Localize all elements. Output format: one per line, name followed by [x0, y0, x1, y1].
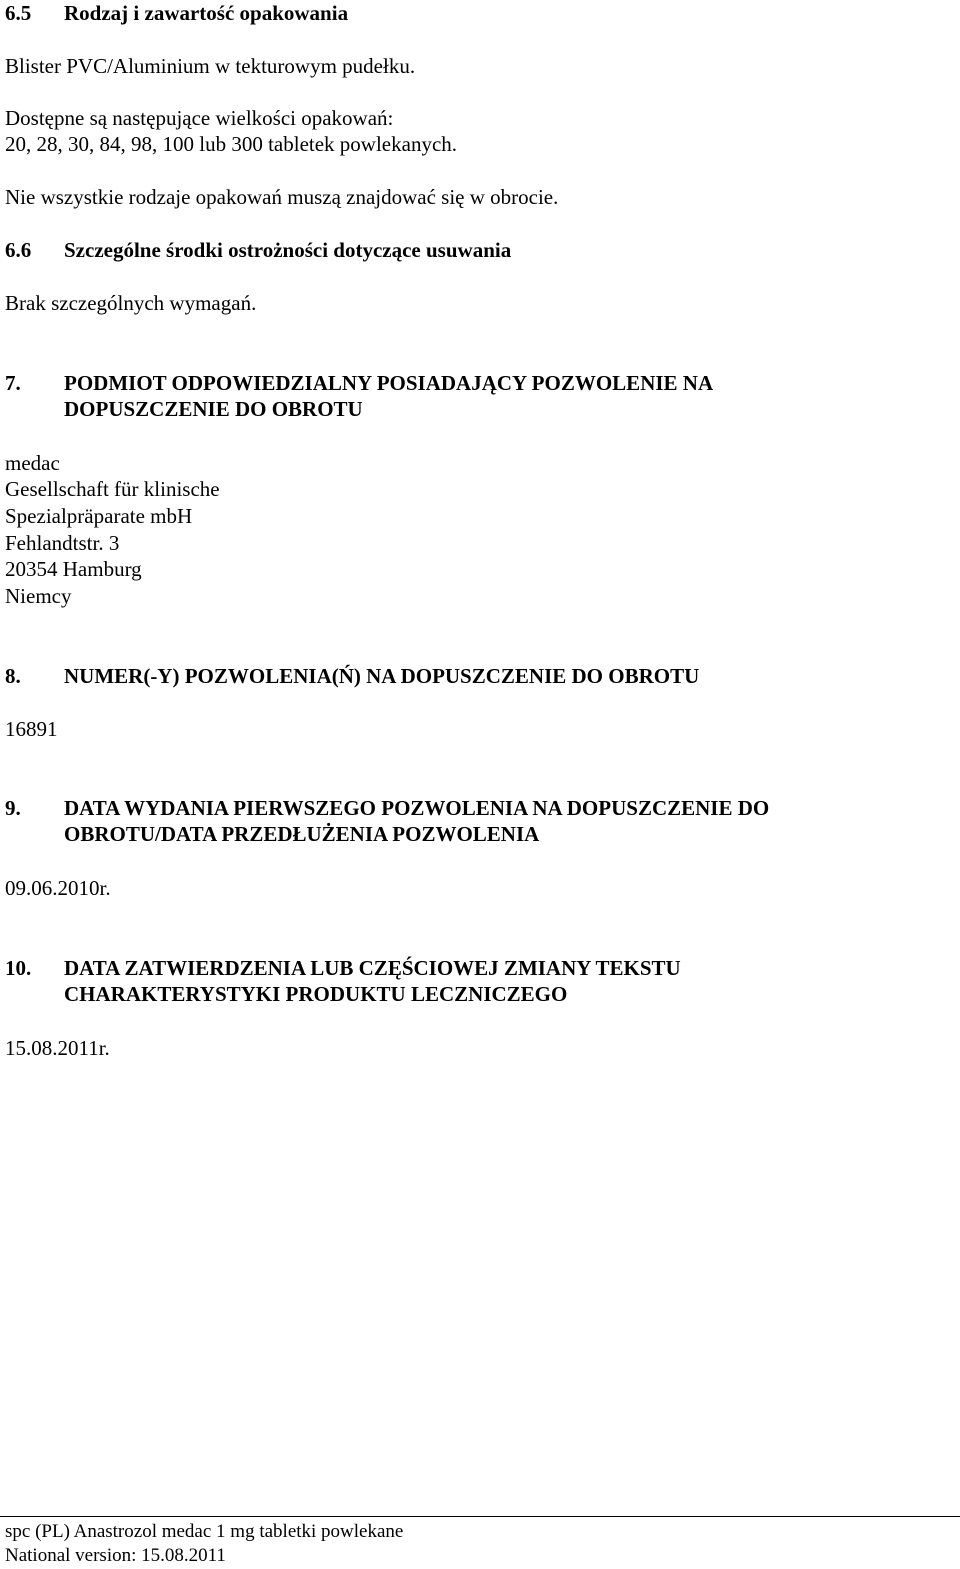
revision-date: 15.08.2011r.: [5, 1036, 110, 1060]
authorization-number: 16891: [5, 717, 58, 741]
section-6-6-heading: [0, 237, 960, 263]
address-line: 20354 Hamburg: [5, 557, 142, 581]
address-line: Spezialpräparate mbH: [5, 504, 193, 528]
section-number: 6.5: [5, 1, 32, 25]
paragraph: Nie wszystkie rodzaje opakowań muszą znajdować się w obrocie.: [5, 185, 559, 209]
section-title-line2: CHARAKTERYSTYKI PRODUKTU LECZNICZEGO: [64, 982, 568, 1006]
section-10-heading: [0, 955, 960, 1007]
footer-divider: [0, 1516, 960, 1517]
section-9-heading: [0, 795, 960, 847]
section-title: Rodzaj i zawartość opakowania: [64, 1, 349, 25]
section-title-line2: OBROTU/DATA PRZEDŁUŻENIA POZWOLENIA: [64, 822, 540, 846]
section-title: Szczególne środki ostrożności dotyczące usuwania: [64, 238, 512, 262]
paragraph: Blister PVC/Aluminium w tekturowym pudełku.: [5, 54, 416, 78]
section-number: 8.: [5, 664, 21, 688]
address-line: Fehlandtstr. 3: [5, 531, 120, 555]
footer-version: National version: 15.08.2011: [5, 1545, 226, 1566]
first-authorization-date: 09.06.2010r.: [5, 876, 111, 900]
section-title-line1: PODMIOT ODPOWIEDZIALNY POSIADAJĄCY POZWOLENIE NA: [64, 371, 714, 395]
section-title-line1: DATA WYDANIA PIERWSZEGO POZWOLENIA NA DOPUSZCZENIE DO: [64, 796, 770, 820]
address-line: medac: [5, 451, 60, 475]
paragraph: Brak szczególnych wymagań.: [5, 291, 257, 315]
section-7-heading: [0, 370, 960, 422]
address-line: Niemcy: [5, 584, 72, 608]
paragraph: 20, 28, 30, 84, 98, 100 lub 300 tabletek powlekanych.: [5, 132, 458, 156]
address-line: Gesellschaft für klinische: [5, 477, 220, 501]
section-number: 7.: [5, 371, 21, 395]
section-8-heading: [0, 663, 960, 689]
section-title-line2: DOPUSZCZENIE DO OBROTU: [64, 397, 363, 421]
section-title-line1: DATA ZATWIERDZENIA LUB CZĘŚCIOWEJ ZMIANY TEKSTU: [64, 956, 681, 980]
paragraph: Dostępne są następujące wielkości opakowań:: [5, 106, 394, 130]
footer-document-title: spc (PL) Anastrozol medac 1 mg tabletki powlekane: [5, 1521, 404, 1542]
section-number: 10.: [5, 956, 32, 980]
section-6-5-heading: [0, 0, 960, 26]
section-number: 6.6: [5, 238, 32, 262]
section-title: NUMER(-Y) POZWOLENIA(Ń) NA DOPUSZCZENIE DO OBROTU: [64, 664, 700, 688]
section-number: 9.: [5, 796, 21, 820]
